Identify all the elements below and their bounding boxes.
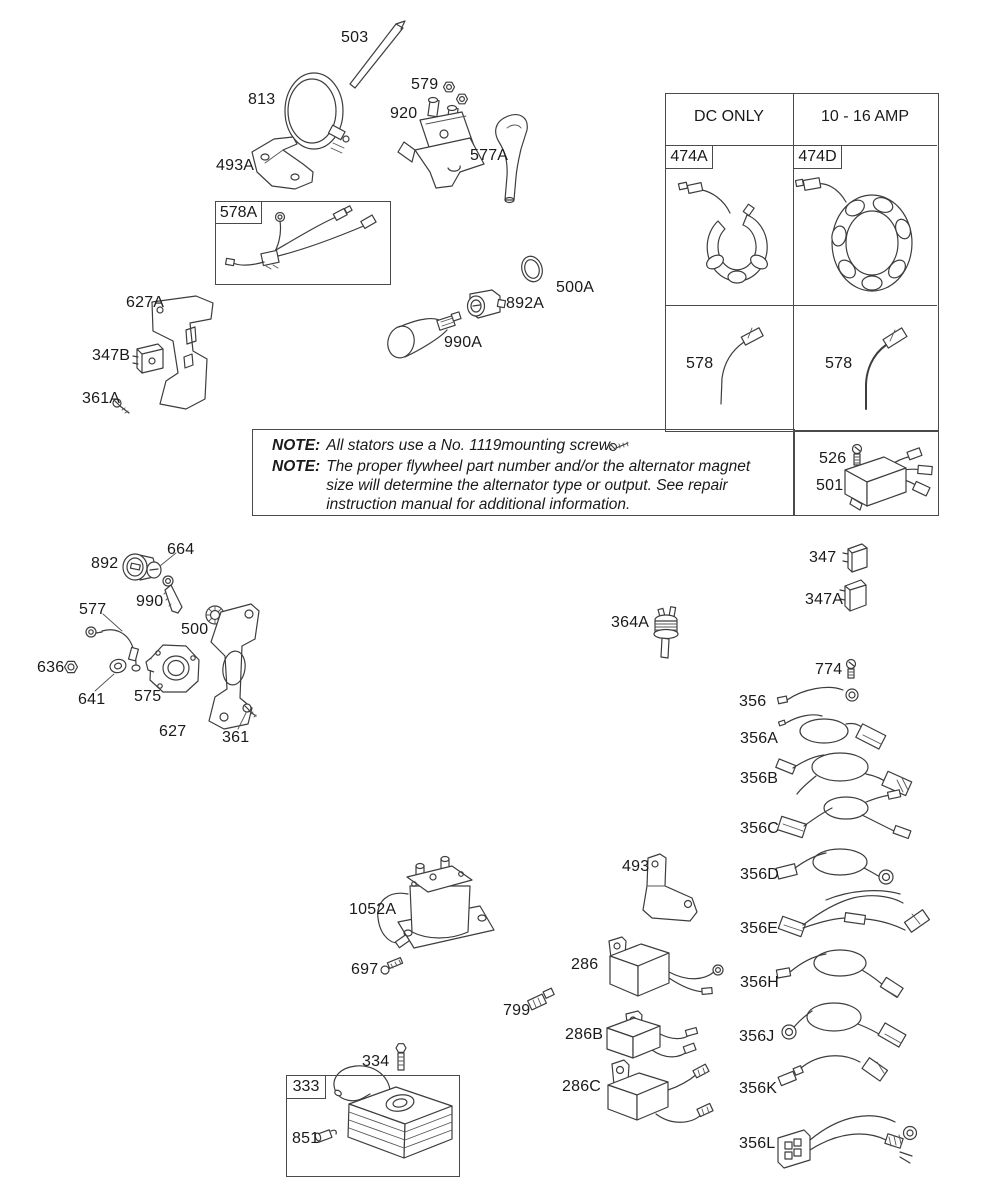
part-label-501: 501 [816, 477, 844, 494]
part-label-356B: 356B [740, 770, 779, 787]
wire-356A-drawing [779, 715, 886, 749]
part-label-503: 503 [341, 29, 369, 46]
part-label-356E: 356E [740, 920, 779, 937]
part-label-636: 636 [37, 659, 65, 676]
stator-474D-tag [793, 145, 842, 169]
part-label-361: 361 [222, 729, 250, 746]
part-label-627: 627 [159, 723, 187, 740]
wire-356-drawing [777, 687, 858, 703]
part-label-500A: 500A [556, 279, 595, 296]
part-label-851: 851 [292, 1130, 320, 1147]
bracket-493-drawing [643, 854, 697, 921]
part-label-286C: 286C [562, 1078, 602, 1095]
part-label-356: 356 [739, 693, 767, 710]
wire-356K-drawing [778, 1056, 887, 1086]
note-block [252, 429, 793, 514]
part-label-990A: 990A [444, 334, 483, 351]
part-label-664: 664 [167, 541, 195, 558]
screw-697-drawing [381, 958, 403, 974]
part-label-1052A: 1052A [349, 901, 397, 918]
part-label-347B: 347B [92, 347, 131, 364]
wire-356D-drawing [776, 849, 893, 884]
part-label-892A: 892A [506, 295, 545, 312]
part-label-577: 577 [79, 601, 107, 618]
harness-578A-label: 578A [219, 203, 258, 221]
part-label-493: 493 [622, 858, 650, 875]
note1-key: NOTE: [272, 437, 321, 454]
wire-356E-drawing [778, 891, 929, 937]
harness-578A-tag [215, 201, 262, 224]
mount-575-drawing [146, 645, 199, 692]
nuts-579-drawing [444, 82, 468, 104]
part-label-892: 892 [91, 555, 119, 572]
switch-347-drawing [843, 544, 867, 572]
table-header-dc-only: DC ONLY [694, 108, 764, 125]
switch-892A-drawing [468, 290, 506, 318]
wire-356B-drawing [776, 753, 912, 796]
part-label-627A: 627A [126, 294, 165, 311]
part-label-500: 500 [181, 621, 209, 638]
part-label-286: 286 [571, 956, 599, 973]
part-label-356D: 356D [740, 866, 780, 883]
module-286B-drawing [607, 1011, 698, 1058]
module-286-drawing [609, 937, 723, 996]
part-label-774: 774 [815, 661, 843, 678]
switch-347A-drawing [840, 580, 866, 611]
wire-356L-drawing [778, 1116, 917, 1168]
table-header-10-16-amp: 10 - 16 AMP [820, 108, 910, 125]
stator-474A-tag [665, 145, 713, 169]
note1-text: All stators use a No. 1119mounting screw. [326, 437, 614, 454]
nut-636-drawing [65, 661, 78, 672]
key-990-drawing [163, 576, 182, 613]
part-label-334: 334 [362, 1053, 390, 1070]
note-line-1 [272, 436, 783, 455]
bolt-334-drawing [396, 1044, 406, 1070]
part-label-799: 799 [503, 1002, 531, 1019]
alternator-table [665, 93, 939, 432]
part-label-286B: 286B [565, 1026, 604, 1043]
sensor-799-drawing [528, 988, 555, 1010]
wire-356C-drawing [777, 790, 910, 839]
part-label-493A: 493A [216, 157, 255, 174]
armature-333-tag [286, 1075, 326, 1099]
table-column-divider [793, 93, 794, 430]
part-label-578-amp: 578 [825, 355, 853, 372]
part-label-356J: 356J [739, 1028, 775, 1045]
note2-text: The proper flywheel part number and/or the alternator magnet size will determine the alternator type or output. See repair instruction manual for additional information. [326, 458, 751, 513]
part-label-347A: 347A [805, 591, 844, 608]
part-label-579: 579 [411, 76, 439, 93]
part-label-356L: 356L [739, 1135, 776, 1152]
note-line-2 [272, 457, 783, 514]
stator-474A-label: 474A [670, 148, 708, 165]
part-label-356A: 356A [740, 730, 779, 747]
stator-474D-label: 474D [798, 148, 837, 165]
module-286C-drawing [608, 1060, 713, 1122]
part-label-641: 641 [78, 691, 106, 708]
part-label-920: 920 [390, 105, 418, 122]
wire-356J-drawing [782, 1003, 906, 1047]
part-label-347: 347 [809, 549, 837, 566]
armature-333-label: 333 [292, 1078, 320, 1095]
switch-347B-drawing [133, 344, 163, 373]
part-label-575: 575 [134, 688, 162, 705]
oring-500A-drawing [518, 254, 545, 285]
part-label-577A: 577A [470, 147, 509, 164]
part-label-364A: 364A [611, 614, 650, 631]
part-label-813: 813 [248, 91, 276, 108]
switch-364A-drawing [654, 607, 678, 658]
table-row-line-2 [665, 305, 937, 306]
part-label-578-dc: 578 [686, 355, 714, 372]
part-label-356K: 356K [739, 1080, 778, 1097]
part-label-697: 697 [351, 961, 379, 978]
lock-cylinder-664-drawing [147, 562, 161, 578]
part-label-361A: 361A [82, 390, 121, 407]
bracket-493A-drawing [252, 137, 313, 189]
part-label-356H: 356H [740, 974, 780, 991]
note2-key: NOTE: [272, 458, 321, 475]
washer-641-drawing [109, 658, 128, 675]
wire-356H-drawing [776, 950, 903, 997]
screw-774-drawing [847, 660, 856, 679]
regulator-cell [793, 430, 939, 516]
part-label-526: 526 [819, 450, 847, 467]
part-label-356C: 356C [740, 820, 780, 837]
part-label-990: 990 [136, 593, 164, 610]
